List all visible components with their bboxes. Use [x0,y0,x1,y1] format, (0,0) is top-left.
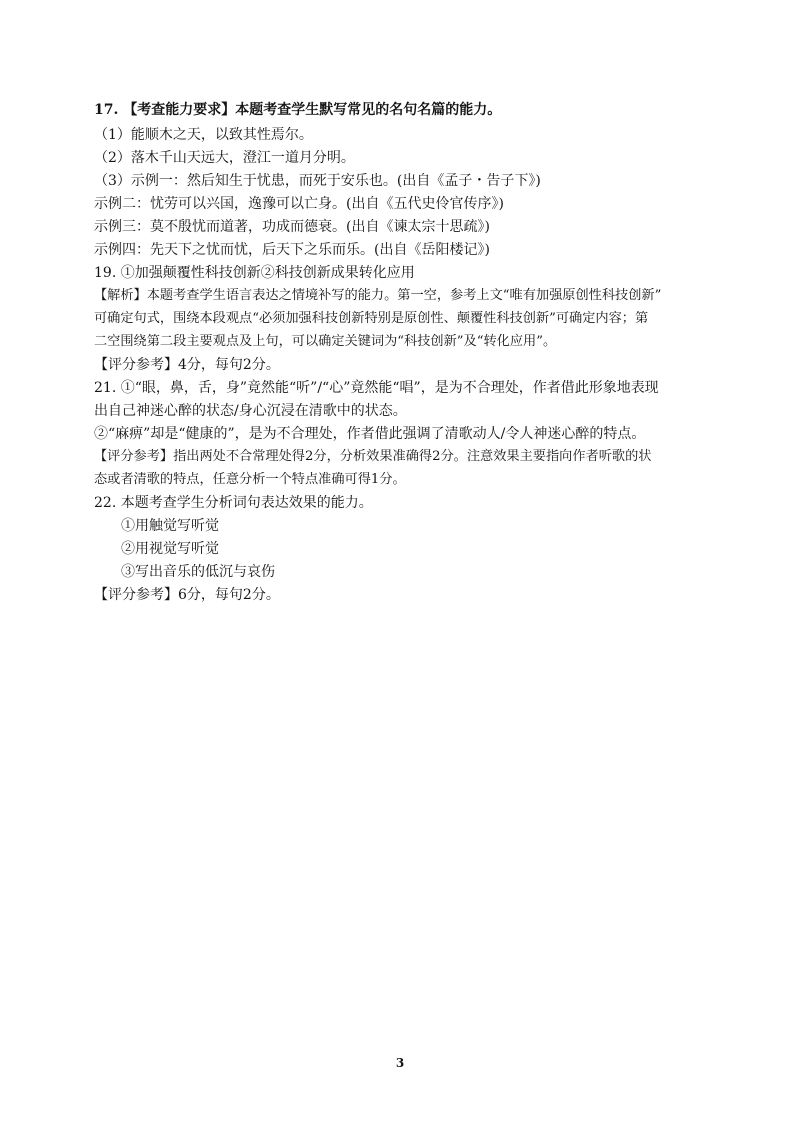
q19-analysis-line-2: 可确定句式，围绕本段观点“必须加强科技创新特别是原创性、颠覆性科技创新”可确定内容；第 [94,311,649,326]
page-number: 3 [395,1056,405,1070]
q22-answer-1: ①用触觉写听觉 [121,518,219,534]
q21-answer-line-3: ②“麻痹”却是“健康的”，是为不合理处，作者借此强调了清歌动人/令人神迷心醉的特点。 [94,426,646,442]
q19-scoring: 【评分参考】4分，每句2分。 [94,357,280,373]
q22-answer-3: ③写出音乐的低沉与哀伤 [121,564,275,580]
q17-answer-1: （1）能顺木之天，以致其性焉尔。 [94,127,313,143]
q21-answer-line-1: 21. ①“眼，鼻，舌，身”竟然能“听”/“心”竟然能“唱”，是为不合理处，作者借此形象地表现 [94,380,659,396]
q17-example-2: 示例二：忧劳可以兴国，逸豫可以亡身。(出自《五代史伶官传序》) [94,196,504,212]
q21-scoring-line-2: 态或者清歌的特点，任意分析一个特点准确可得1分。 [94,472,406,487]
q22-header: 22. 本题考查学生分析词句表达效果的能力。 [94,495,373,511]
q22-scoring: 【评分参考】6分，每句2分。 [94,587,280,603]
q17-example-3: 示例三：莫不殷忧而道著，功成而德衰。(出自《谏太宗十思疏》) [94,219,490,235]
q17-answer-2: （2）落木千山天远大，澄江一道月分明。 [94,150,355,166]
q19-analysis-line-3: 二空围绕第二段主要观点及上句，可以确定关键词为“科技创新”及“转化应用”。 [94,334,557,349]
q17-answer-3: （3）示例一：然后知生于忧患，而死于安乐也。(出自《孟子・告子下》) [94,173,541,189]
q19-answer: 19. ①加强颠覆性科技创新②科技创新成果转化应用 [94,265,415,281]
q19-analysis-line-1: 【解析】本题考查学生语言表达之情境补写的能力。第一空，参考上文“唯有加强原创性科技创新” [94,288,662,303]
q21-scoring-line-1: 【评分参考】指出两处不合常理处得2分，分析效果准确得2分。注意效果主要指向作者听歌的状 [94,449,652,464]
q17-example-4: 示例四：先天下之忧而忧，后天下之乐而乐。(出自《岳阳楼记》) [94,242,490,258]
q22-answer-2: ②用视觉写听觉 [121,541,219,557]
q17-header: 17. 【考查能力要求】本题考查学生默写常见的名句名篇的能力。 [94,102,502,118]
q21-answer-line-2: 出自己神迷心醉的状态/身心沉浸在清歌中的状态。 [94,403,407,419]
